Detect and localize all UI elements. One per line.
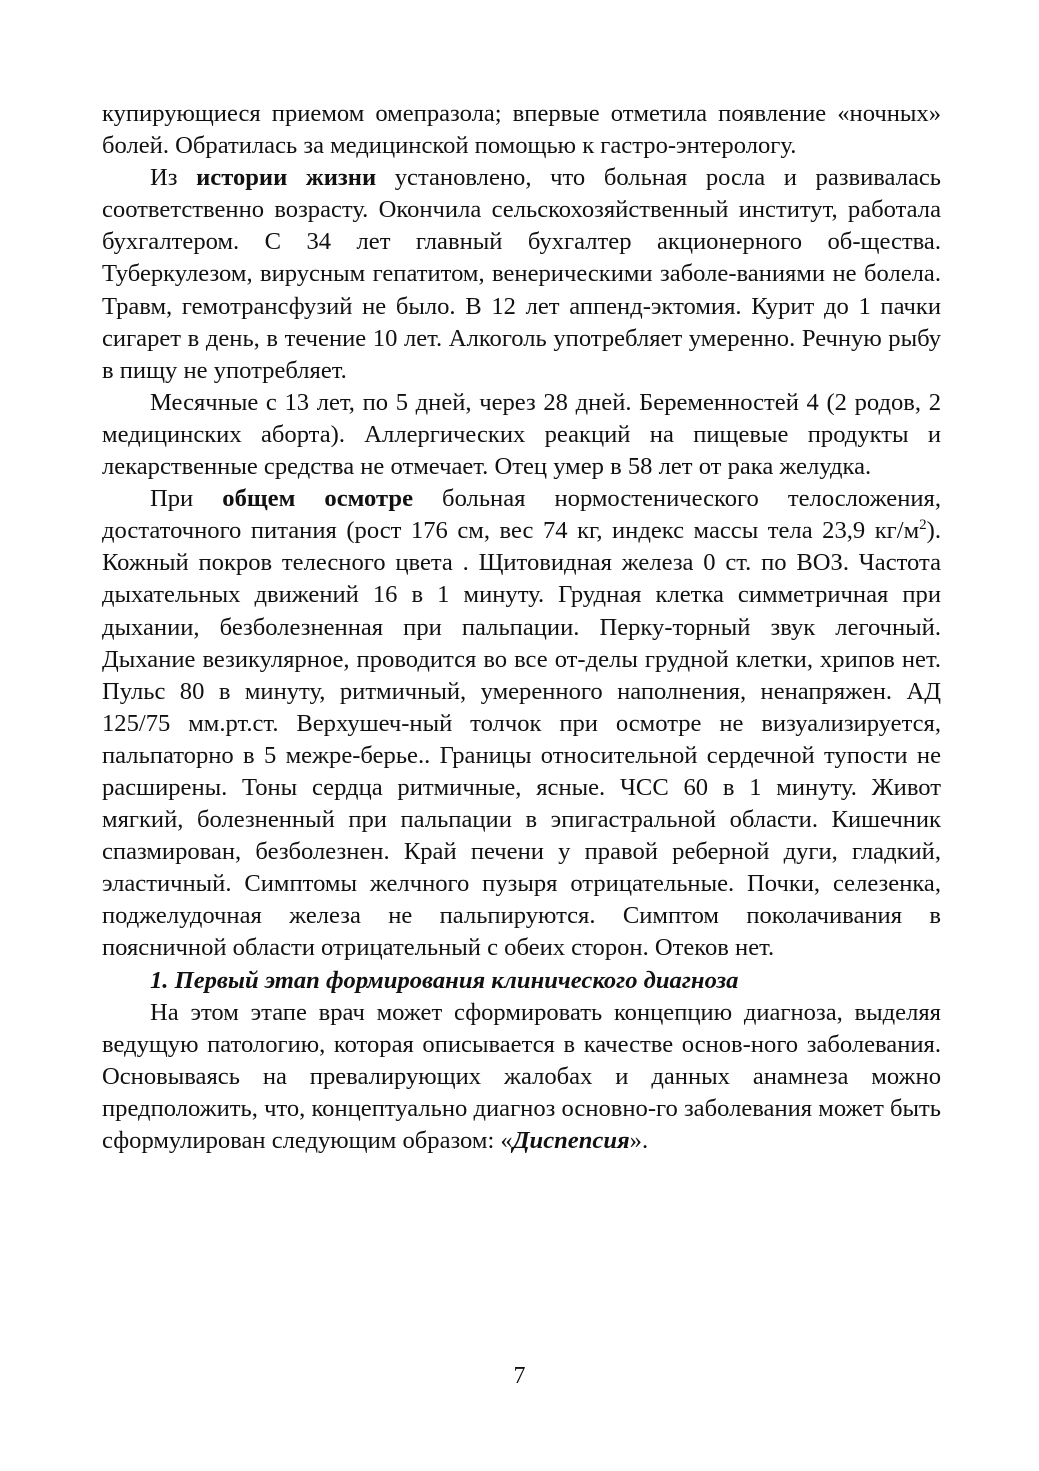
superscript-two: 2: [919, 517, 927, 534]
section-heading: 1. Первый этап формирования клинического диагноза: [150, 966, 739, 994]
general-exam-term: общем осмотре: [222, 485, 413, 513]
body-text: [102, 98, 941, 1157]
life-history-term: истории жизни: [196, 164, 377, 192]
paragraph-diagnosis-concept: [102, 997, 941, 1157]
diagnosis-emphasis: Диспепсия: [512, 1127, 630, 1154]
life-history-lead: Из: [150, 164, 197, 192]
general-exam-text-start: больная нормостенического телосложения, достаточного питания (рост 176 см, вес 74 кг, индекс массы тела 23,9 кг/м: [102, 485, 941, 545]
paragraph-complaints-end: купирующиеся приемом омепразола; впервые отметила появление «ночных» болей. Обратилась за медицинской помощью к гастро-энтерологу.: [102, 100, 941, 160]
life-history-text: установлено, что больная росла и развивалась соответственно возрасту. Окончила сельскохозяйственный институт, работала бухгалтером. С 34 лет главный бухгалтер акционерного об-щества. Туберкулезом, вирусным гепатитом, венерическими заболе-ваниями не болела. Травм, гемотрансфузий не было. В 12 лет аппенд-эктомия. Курит до 1 пачки сигарет в день, в течение 10 лет. Алкоголь употребляет умеренно. Речную рыбу в пищу не употребляет.: [102, 164, 941, 384]
diagnosis-concept-end: ».: [629, 1127, 649, 1154]
general-exam-lead: При: [150, 485, 223, 513]
paragraph-life-history: [102, 162, 941, 387]
diagnosis-concept-text: На этом этапе врач может сформировать концепцию диагноза, выделяя ведущую патологию, которая описывается в качестве основ-ного заболевания. Основываясь на превалирующих жалобах и данных анамнеза можно предположить, что, концептуально диагноз основно-го заболевания может быть сформулирован следующим образом: «: [102, 998, 941, 1154]
page-number: 7: [513, 1363, 526, 1389]
general-exam-text-rest: ). Кожный покров телесного цвета . Щитовидная железа 0 ст. по ВОЗ. Частота дыхательных движений 16 в 1 минуту. Грудная клетка симметричная при дыхании, безболезненная при пальпации. Перку-торный звук легочный. Дыхание везикулярное, проводится во все от-делы грудной клетки, хрипов нет. Пульс 80 в минуту, ритмичный, умеренного наполнения, ненапряжен. АД 125/75 мм.рт.ст. Верхушеч-ный толчок при осмотре не визуализируется, пальпаторно в 5 межре-берье.. Границы относительной сердечной тупости не расширены. Тоны сердца ритмичные, ясные. ЧСС 60 в 1 минуту. Живот мягкий, болезненный при пальпации в эпигастральной области. Кишечник спазмирован, безболезнен. Край печени у правой реберной дуги, гладкий, эластичный. Симптомы желчного пузыря отрицательные. Почки, селезенка, поджелудочная железа не пальпируются. Симптом поколачивания в поясничной области отрицательный с обеих сторон. Отеков нет.: [102, 517, 941, 962]
paragraph-general-exam: [102, 483, 941, 964]
paragraph-obstetric-history: Месячные с 13 лет, по 5 дней, через 28 дней. Беременностей 4 (2 родов, 2 медицинских аборта). Аллергических реакций на пищевые продукты и лекарственные средства не отмечает. Отец умер в 58 лет от рака желудка.: [102, 388, 941, 481]
